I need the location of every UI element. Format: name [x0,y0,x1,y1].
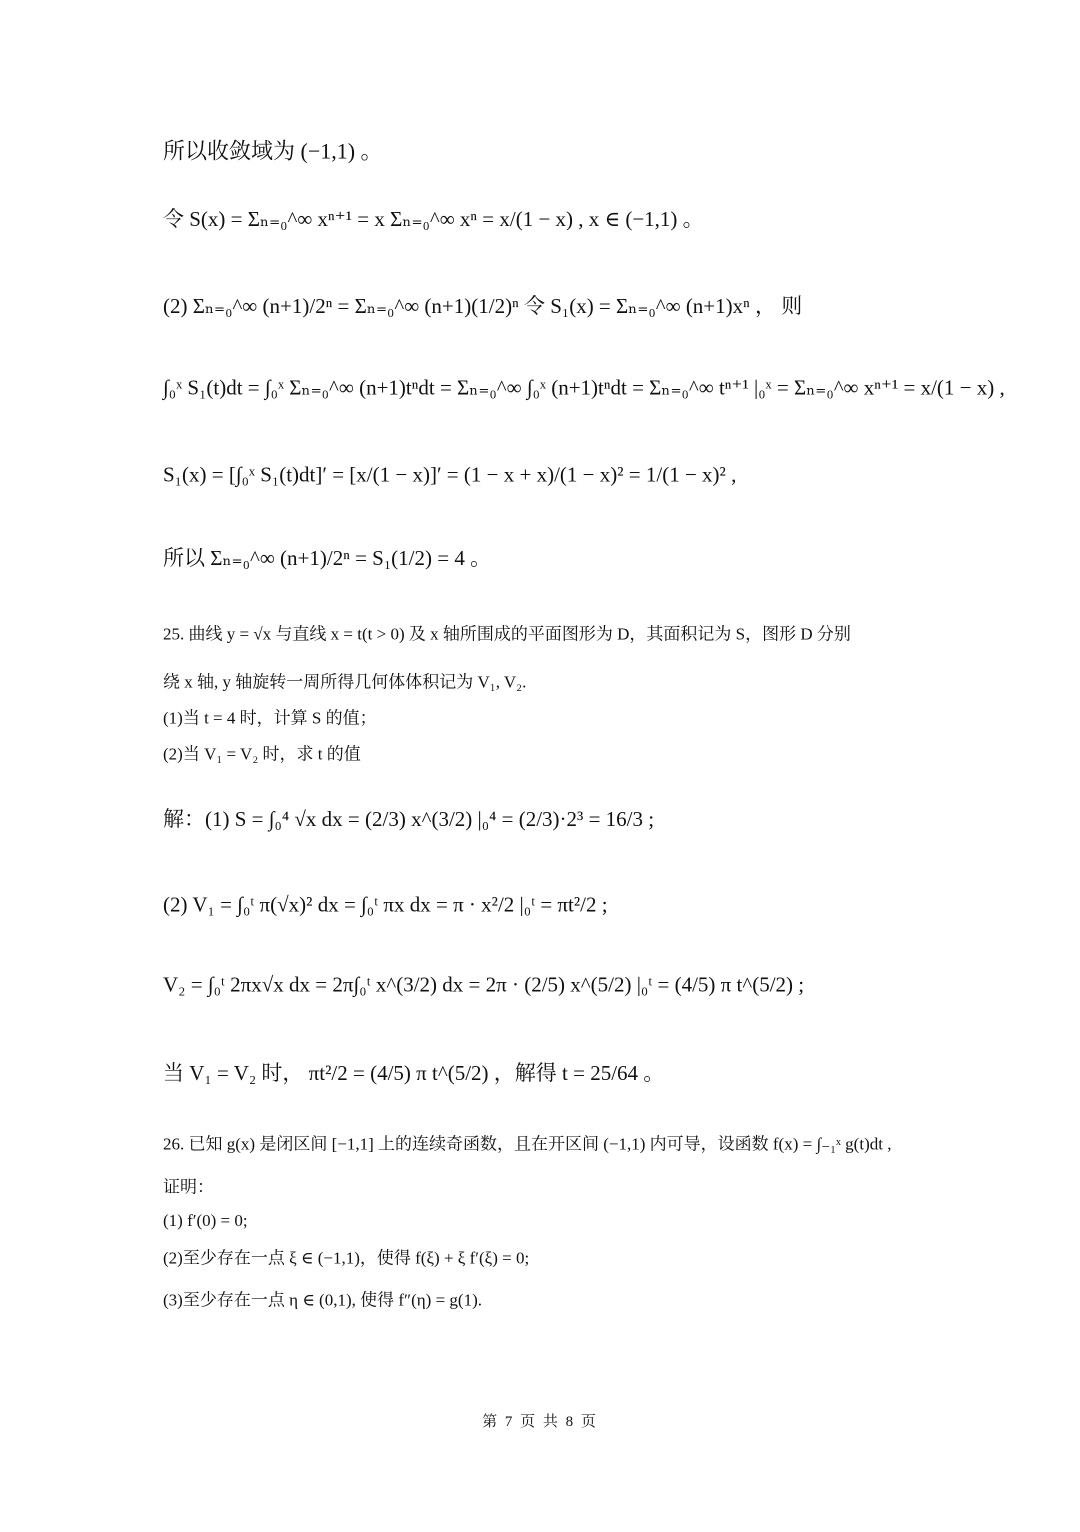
equation-integral-s1: ∫₀ˣ S₁(t)dt = ∫₀ˣ Σₙ₌₀^∞ (n+1)tⁿdt = Σₙ₌₀^∞ ∫₀ˣ (n+1)tⁿdt = Σₙ₌₀^∞ tⁿ⁺¹ |₀ˣ = Σₙ₌₀^∞ xⁿ⁺¹ = x/(1 − x) , [163,375,1005,400]
problem-26-part1: (1) f′(0) = 0; [163,1211,248,1230]
problem-26-statement: 26. 已知 g(x) 是闭区间 [−1,1] 上的连续奇函数，且在开区间 (−1,1) 内可导，设函数 f(x) = ∫₋₁ˣ g(t)dt , [163,1134,892,1154]
problem-26-part3: (3)至少存在一点 η ∈ (0,1), 使得 f″(η) = g(1). [163,1290,482,1310]
problem-26-prove-label: 证明： [163,1177,214,1197]
problem-25-statement: 25. 曲线 y = √x 与直线 x = t(t > 0) 及 x 轴所围成的平面图形为 D，其面积记为 S，图形 D 分别 [163,624,851,644]
equation-s1-derivative: S₁(x) = [∫₀ˣ S₁(t)dt]′ = [x/(1 − x)]′ = (1 − x + x)/(1 − x)² = 1/(1 − x)² , [163,462,737,487]
solution-25-v2: V₂ = ∫₀ᵗ 2πx√x dx = 2π∫₀ᵗ x^(3/2) dx = 2π · (2/5) x^(5/2) |₀ᵗ = (4/5) π t^(5/2) ; [163,972,805,997]
problem-26-part2: (2)至少存在一点 ξ ∈ (−1,1)，使得 f(ξ) + ξ f′(ξ) = 0; [163,1248,530,1268]
solution-25-result: 当 V₁ = V₂ 时， πt²/2 = (4/5) π t^(5/2) ，解得 t = 25/64 。 [163,1061,665,1085]
equation-s-x: 令 S(x) = Σₙ₌₀^∞ xⁿ⁺¹ = x Σₙ₌₀^∞ xⁿ = x/(1 − x) , x ∈ (−1,1) 。 [163,207,704,231]
problem-25-part2: (2)当 V₁ = V₂ 时，求 t 的值 [163,744,361,764]
equation-part2-series: (2) Σₙ₌₀^∞ (n+1)/2ⁿ = Σₙ₌₀^∞ (n+1)(1/2)ⁿ 令 S₁(x) = Σₙ₌₀^∞ (n+1)xⁿ ， 则 [163,294,803,318]
equation-series-result: 所以 Σₙ₌₀^∞ (n+1)/2ⁿ = S₁(1/2) = 4 。 [163,546,492,570]
page-footer: 第 7 页 共 8 页 [482,1414,598,1430]
solution-25-part1: 解：(1) S = ∫₀⁴ √x dx = (2/3) x^(3/2) |₀⁴ = (2/3)·2³ = 16/3 ; [163,807,655,831]
problem-25-statement-cont: 绕 x 轴, y 轴旋转一周所得几何体体积记为 V₁, V₂. [163,672,527,692]
problem-25-part1: (1)当 t = 4 时，计算 S 的值； [163,708,377,728]
text-line-convergence: 所以收敛域为 (−1,1) 。 [163,138,383,164]
solution-25-v1: (2) V₁ = ∫₀ᵗ π(√x)² dx = ∫₀ᵗ πx dx = π · x²/2 |₀ᵗ = πt²/2 ; [163,892,608,917]
